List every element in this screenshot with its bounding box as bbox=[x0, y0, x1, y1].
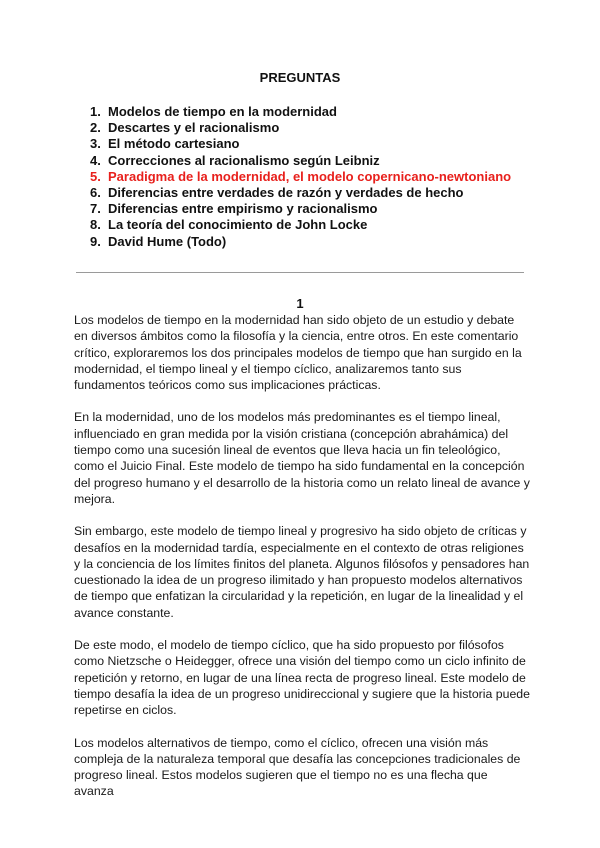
section-body bbox=[74, 312, 530, 816]
paragraph: En la modernidad, uno de los modelos más predominantes es el tiempo lineal, influenciado en gran medida por la visión cristiana (concepción abrahámica) del tiempo como una sucesión lineal de eventos que lleva hacia un fin teleológico, como el Juicio Final. Este modelo de tiempo ha sido fundamental en la concepción del progreso humano y el desarrollo de la historia como un relato lineal de avance y mejora. bbox=[74, 410, 530, 506]
question-text: Correcciones al racionalismo según Leibniz bbox=[108, 152, 380, 168]
question-item bbox=[90, 104, 511, 120]
question-item bbox=[90, 120, 511, 136]
question-item-highlighted bbox=[90, 169, 511, 185]
questions-list bbox=[90, 104, 511, 250]
paragraph: Sin embargo, este modelo de tiempo lineal y progresivo ha sido objeto de críticas y desafíos en la modernidad tardía, especialmente en el contexto de otras religiones y la conciencia de los límites finitos del planeta. Algunos filósofos y pensadores han cuestionado la idea de un progreso ilimitado y han propuesto modelos alternativos de tiempo que enfatizan la circularidad y la repetición, en lugar de la linealidad y el avance constante. bbox=[74, 524, 530, 620]
question-number: 9. bbox=[90, 233, 101, 249]
paragraph: De este modo, el modelo de tiempo cíclico, que ha sido propuesto por filósofos como Nietzsche o Heidegger, ofrece una visión del tiempo como un ciclo infinito de repetición y retorno, en lugar de una línea recta de progreso lineal. Este modelo de tiempo desafía la idea de un progreso unidireccional y sugiere que la historia puede repetirse en ciclos. bbox=[74, 638, 530, 718]
question-item bbox=[90, 136, 511, 152]
question-item bbox=[90, 234, 511, 250]
question-text: El método cartesiano bbox=[108, 136, 240, 152]
question-number: 3. bbox=[90, 136, 101, 152]
page-title: PREGUNTAS bbox=[259, 70, 341, 85]
question-text: David Hume (Todo) bbox=[108, 233, 227, 249]
paragraph: Los modelos de tiempo en la modernidad han sido objeto de un estudio y debate en diversos ámbitos como la filosofía y la ciencia, entre otros. En este comentario crítico, exploraremos los dos principales modelos de tiempo que han surgido en la modernidad, el tiempo lineal y el tiempo cíclico, analizaremos tanto sus fundamentos teóricos como sus implicaciones prácticas. bbox=[74, 313, 522, 393]
horizontal-divider bbox=[76, 272, 524, 273]
question-number: 7. bbox=[90, 201, 101, 217]
question-text: Modelos de tiempo en la modernidad bbox=[108, 104, 337, 119]
question-number: 5. bbox=[90, 168, 101, 184]
section-number: 1 bbox=[296, 296, 304, 311]
question-item bbox=[90, 201, 511, 217]
question-number: 1. bbox=[90, 104, 101, 119]
question-number: 8. bbox=[90, 217, 101, 233]
question-item bbox=[90, 153, 511, 169]
question-text: Paradigma de la modernidad, el modelo copernicano-newtoniano bbox=[108, 168, 512, 184]
question-item bbox=[90, 185, 511, 201]
question-number: 2. bbox=[90, 120, 101, 136]
question-item bbox=[90, 217, 511, 233]
paragraph: Los modelos alternativos de tiempo, como el cíclico, ofrecen una visión más compleja de la naturaleza temporal que desafía las concepciones tradicionales de progreso lineal. Estos modelos sugieren que el tiempo no es una flecha que avanza bbox=[74, 735, 521, 799]
question-number: 6. bbox=[90, 185, 101, 201]
question-number: 4. bbox=[90, 152, 101, 168]
question-text: Diferencias entre empirismo y racionalismo bbox=[108, 201, 378, 217]
question-text: La teoría del conocimiento de John Locke bbox=[108, 217, 368, 233]
question-text: Diferencias entre verdades de razón y verdades de hecho bbox=[108, 185, 464, 201]
question-text: Descartes y el racionalismo bbox=[108, 120, 280, 136]
